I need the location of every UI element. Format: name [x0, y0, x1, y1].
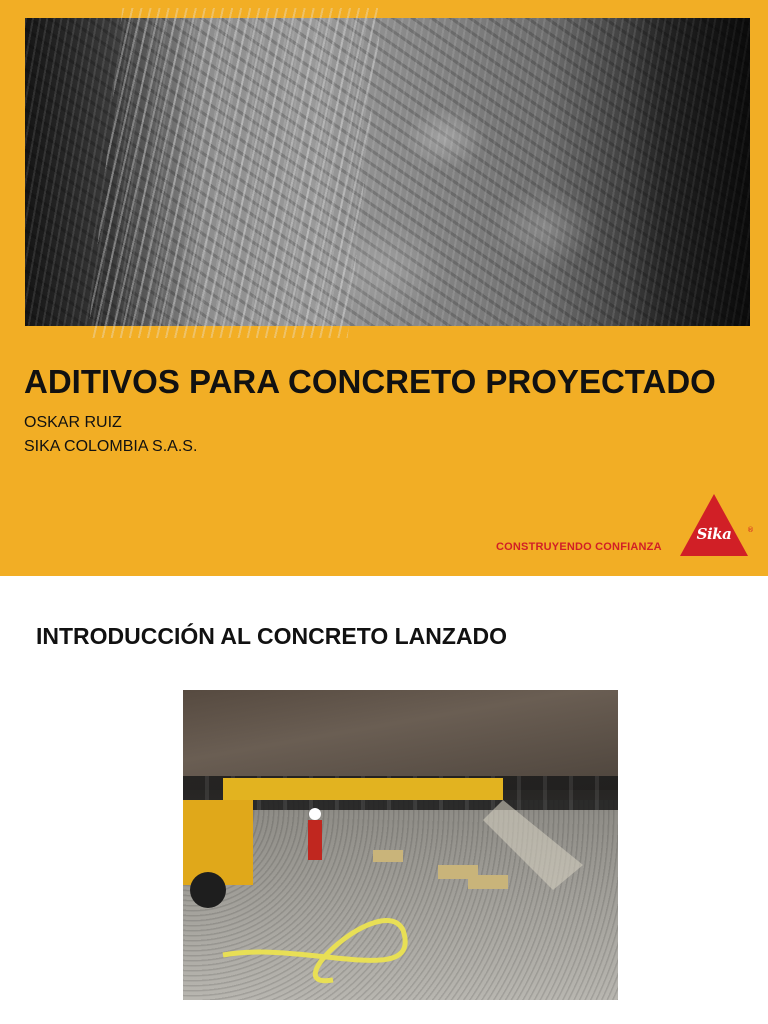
section-title: INTRODUCCIÓN AL CONCRETO LANZADO — [36, 623, 508, 649]
shotcrete-spray-photo — [25, 18, 750, 326]
machine-body — [183, 800, 253, 885]
company-name: SIKA COLOMBIA S.A.S. — [24, 438, 198, 455]
test-panel — [373, 850, 403, 862]
equipment-illustration — [183, 690, 618, 998]
brand-tagline: CONSTRUYENDO CONFIANZA — [496, 541, 662, 553]
slide-title: ADITIVOS PARA CONCRETO PROYECTADO — [24, 363, 716, 400]
worker — [308, 820, 322, 860]
boom-arm — [223, 778, 503, 800]
worker-helmet — [309, 808, 321, 820]
shotcrete-site-photo — [183, 690, 618, 998]
photo-shadow — [630, 18, 750, 326]
machine-wheel — [190, 872, 226, 908]
hose — [223, 921, 405, 981]
author-name: OSKAR RUIZ — [24, 414, 122, 431]
logo-wordmark: Sika — [696, 525, 732, 543]
test-panel — [438, 865, 478, 879]
registered-mark: ® — [747, 526, 754, 534]
spray-streaks — [88, 8, 383, 338]
